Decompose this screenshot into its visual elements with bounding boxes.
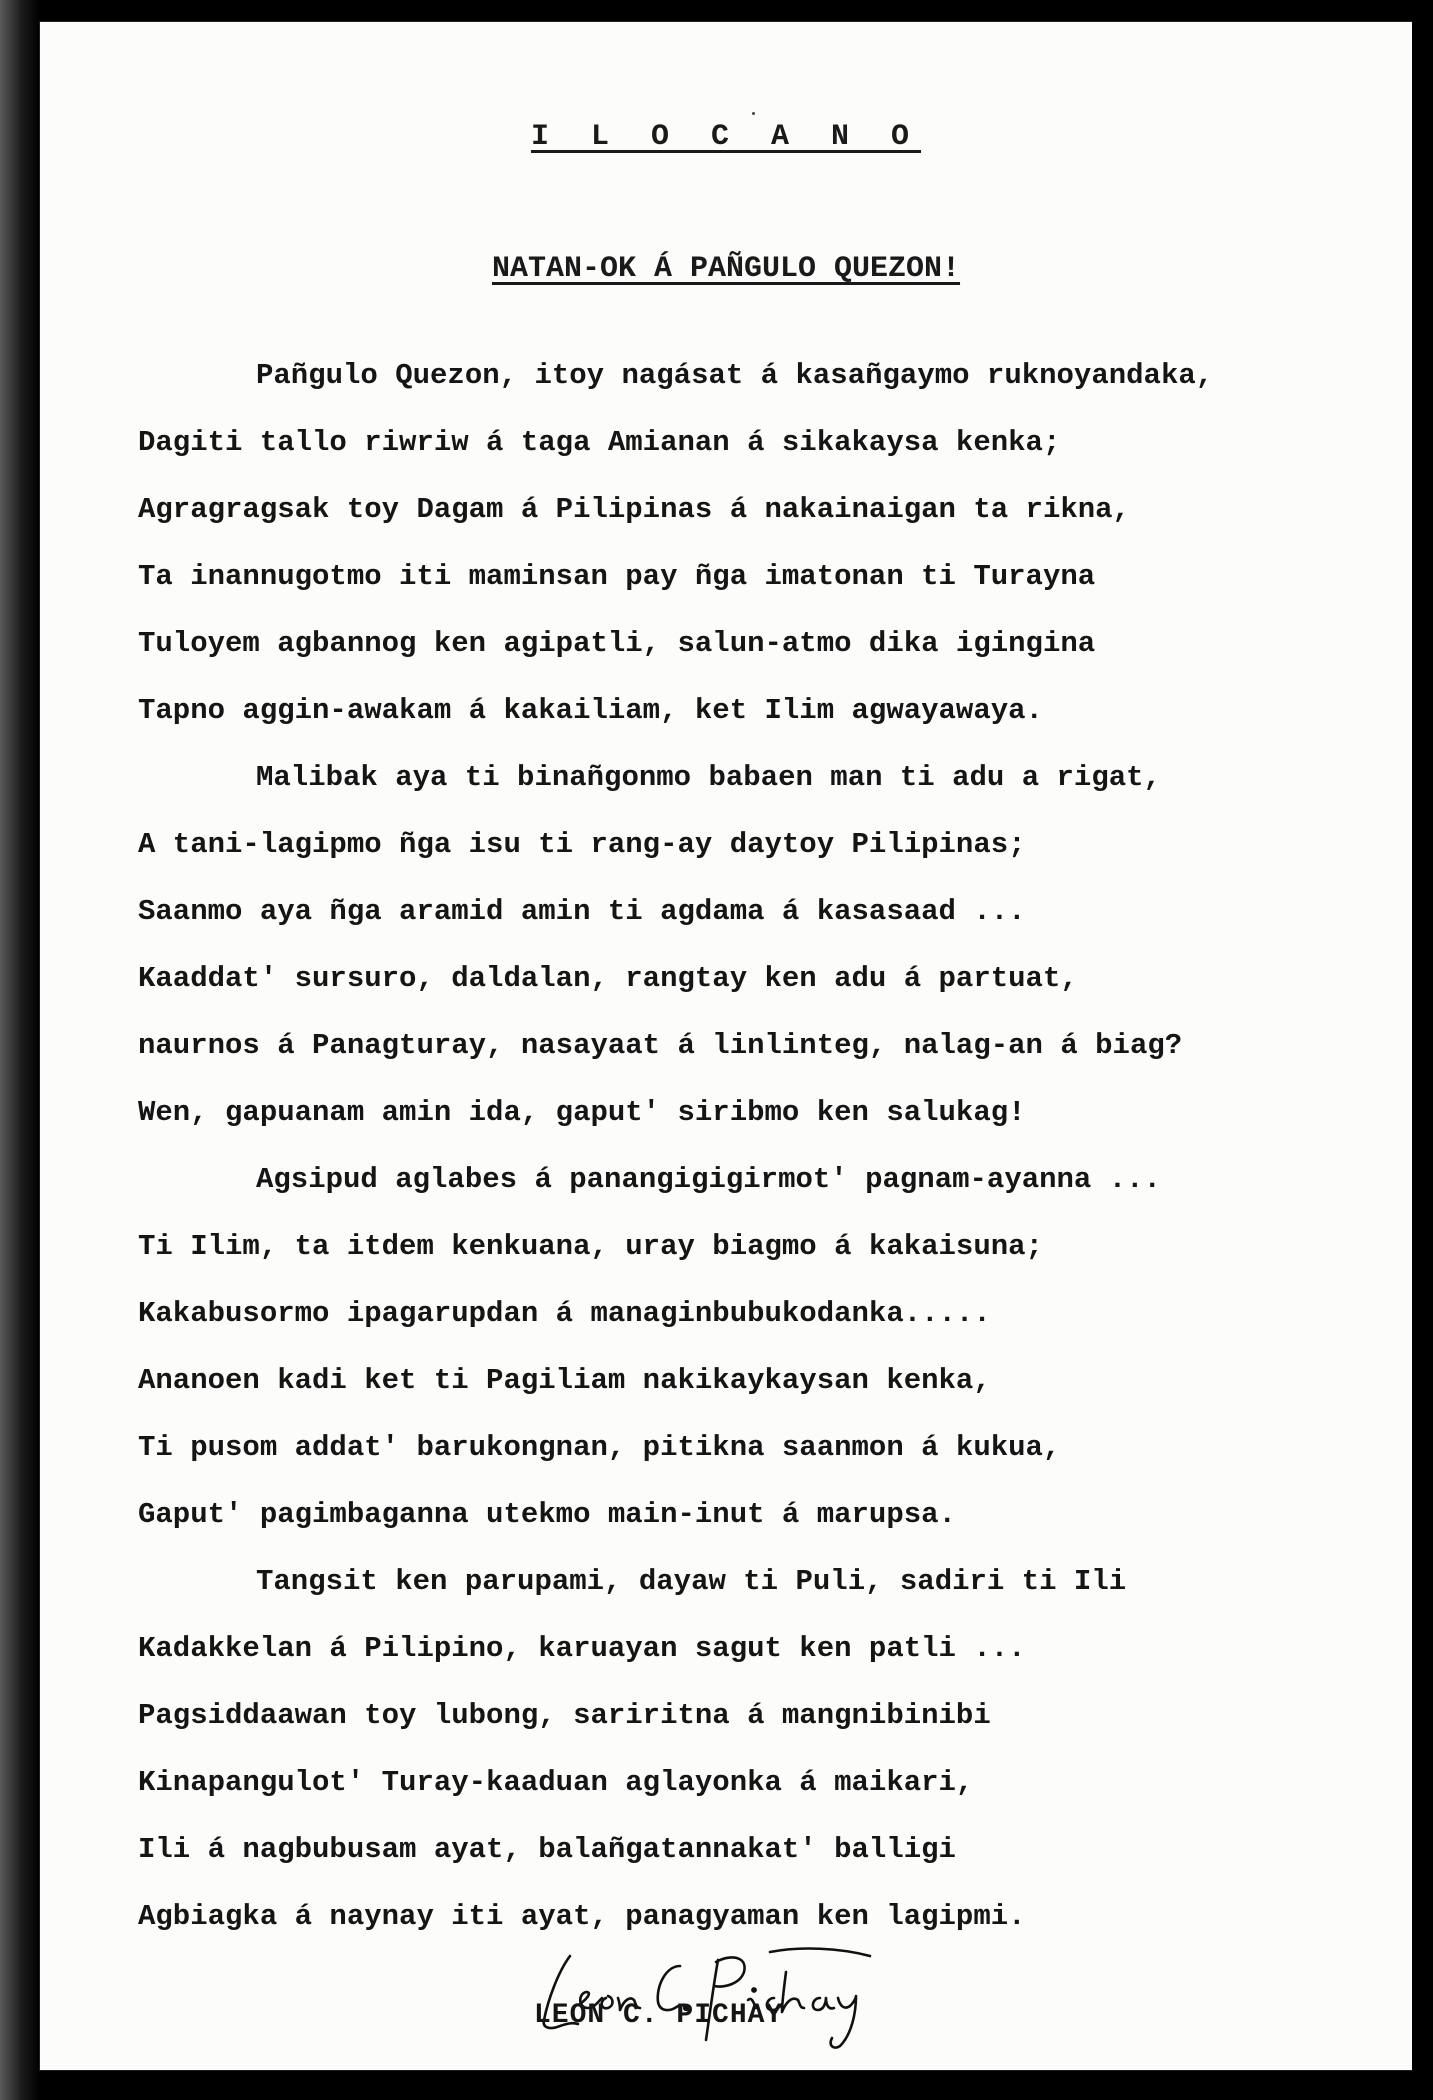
poem-line: Agbiagka á naynay iti ayat, panagyaman ken lagipmi. — [138, 1900, 1026, 1933]
language-heading: I L O C A N O — [530, 120, 922, 154]
author-name: LEON C. PICHAY — [534, 2000, 784, 2031]
poem-line: Gaput' pagimbaganna utekmo main-inut á marupsa. — [138, 1498, 956, 1531]
poem-line: Agragragsak toy Dagam á Pilipinas á nakainaigan ta rikna, — [138, 493, 1130, 526]
poem-line: Agsipud aglabes á panangigigirmot' pagnam-ayanna ... — [256, 1163, 1161, 1196]
poem-line: Ananoen kadi ket ti Pagiliam nakikaykaysan kenka, — [138, 1364, 991, 1397]
poem-line: Tangsit ken parupami, dayaw ti Puli, sadiri ti Ili — [256, 1565, 1127, 1598]
poem-line: Saanmo aya ñga aramid amin ti agdama á kasasaad ... — [138, 895, 1026, 928]
poem-line: Dagiti tallo riwriw á taga Amianan á sikakaysa kenka; — [138, 426, 1061, 459]
poem-line: Tuloyem agbannog ken agipatli, salun-atmo dika igingina — [138, 627, 1096, 660]
handwritten-signature — [530, 1942, 910, 2052]
poem-line: Tapno aggin-awakam á kakailiam, ket Ilim agwayawaya. — [138, 694, 1043, 727]
poem-line: Ili á nagbubusam ayat, balañgatannakat' balligi — [138, 1833, 956, 1866]
poem-line: Ti Ilim, ta itdem kenkuana, uray biagmo á kakaisuna; — [138, 1230, 1043, 1263]
poem-line: Ti pusom addat' barukongnan, pitikna saanmon á kukua, — [138, 1431, 1061, 1464]
poem-line: Kakabusormo ipagarupdan á managinbubukodanka..... — [138, 1297, 991, 1330]
poem-line: Ta inannugotmo iti maminsan pay ñga imatonan ti Turayna — [138, 560, 1096, 593]
poem-line: Wen, gapuanam amin ida, gaput' siribmo ken salukag! — [138, 1096, 1026, 1129]
poem-line: Kadakkelan á Pilipino, karuayan sagut ken patli ... — [138, 1632, 1026, 1665]
poem-line: Pañgulo Quezon, itoy nagásat á kasañgaymo ruknoyandaka, — [256, 359, 1214, 392]
signature-block — [530, 1942, 910, 2052]
poem-line: Kaaddat' sursuro, daldalan, rangtay ken adu á partuat, — [138, 962, 1078, 995]
document-page — [40, 22, 1412, 2070]
poem-title: NATAN-OK Á PAÑGULO QUEZON! — [491, 252, 961, 286]
poem-line: naurnos á Panagturay, nasayaat á linlinteg, nalag-an á biag? — [138, 1029, 1183, 1062]
scan-edge-right — [1412, 18, 1433, 2088]
poem-line: Kinapangulot' Turay-kaaduan aglayonka á maikari, — [138, 1766, 974, 1799]
poem-line: Pagsiddaawan toy lubong, sariritna á mangnibinibi — [138, 1699, 991, 1732]
poem-line: A tani-lagipmo ñga isu ti rang-ay daytoy Pilipinas; — [138, 828, 1026, 861]
poem-line: Malibak aya ti binañgonmo babaen man ti adu a rigat, — [256, 761, 1161, 794]
speck — [752, 112, 755, 115]
poem-body — [138, 342, 1398, 1950]
